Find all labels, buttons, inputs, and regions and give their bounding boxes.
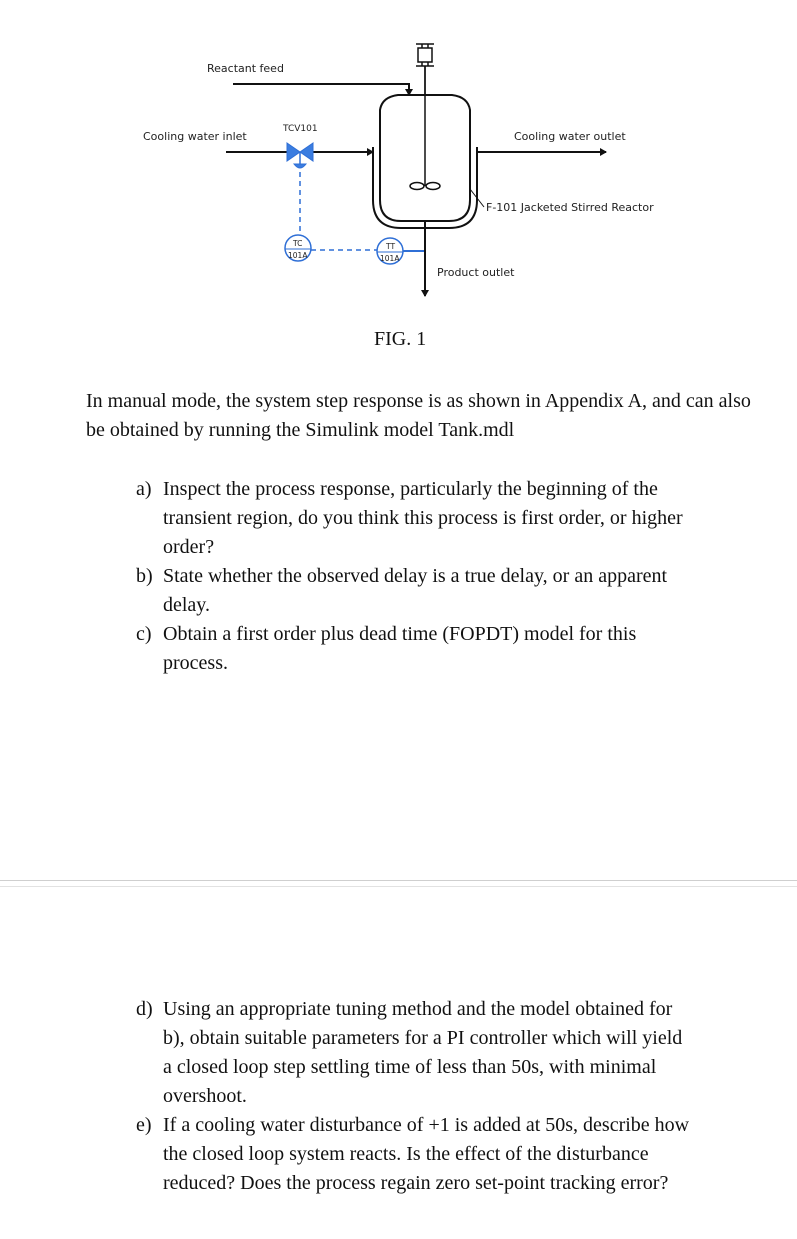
valve-tag-label: TCV101 [283,124,318,134]
tc-bottom-label: 101A [288,251,308,260]
list-item [136,562,696,620]
figure-caption: FIG. 1 [374,328,427,350]
tt-bottom-label: 101A [380,254,400,263]
page-divider-shadow [0,886,797,887]
question-text: State whether the observed delay is a true delay, or an apparent delay. [163,565,668,616]
cooling-water-inlet-label: Cooling water inlet [143,130,247,143]
question-text: Inspect the process response, particularly the beginning of the transient region, do you think this process is first order, or higher order? [163,478,683,558]
list-item [136,620,696,678]
reactant-feed-label: Reactant feed [207,62,284,75]
question-marker: e) [136,1114,152,1136]
list-item [136,1111,696,1198]
question-list-part1 [136,475,696,678]
reactant-feed-line [233,84,409,95]
page-divider [0,880,797,881]
temperature-controller [285,235,311,261]
list-item [136,995,696,1111]
reactor-vessel [373,66,477,228]
question-list-part2 [136,995,696,1198]
question-text: Using an appropriate tuning method and the model obtained for b), obtain suitable parameters for a PI controller which will yield a closed loop step settling time of less than 50s, with minimal overshoot. [163,998,683,1107]
question-marker: c) [136,623,152,645]
control-valve-icon [287,143,313,168]
tc-top-label: TC [293,239,303,248]
question-marker: d) [136,998,153,1020]
product-outlet-label: Product outlet [437,266,515,279]
temperature-transmitter [377,238,403,264]
question-marker: b) [136,565,153,587]
question-marker: a) [136,478,152,500]
list-item [136,475,696,562]
process-flow-diagram [0,0,797,360]
agitator-motor-icon [416,44,434,66]
cooling-water-outlet-label: Cooling water outlet [514,130,626,143]
tt-top-label: TT [386,242,396,251]
question-text: If a cooling water disturbance of +1 is added at 50s, describe how the closed loop system reacts. Is the effect of the disturbance reduced? Does the process regain zero set-point tracking error? [163,1114,690,1194]
intro-paragraph: In manual mode, the system step response is as shown in Appendix A, and can also be obtained by running the Simulink model Tank.mdl [86,390,751,441]
question-text: Obtain a first order plus dead time (FOPDT) model for this process. [163,623,637,674]
reactor-label: F-101 Jacketed Stirred Reactor [486,201,654,214]
